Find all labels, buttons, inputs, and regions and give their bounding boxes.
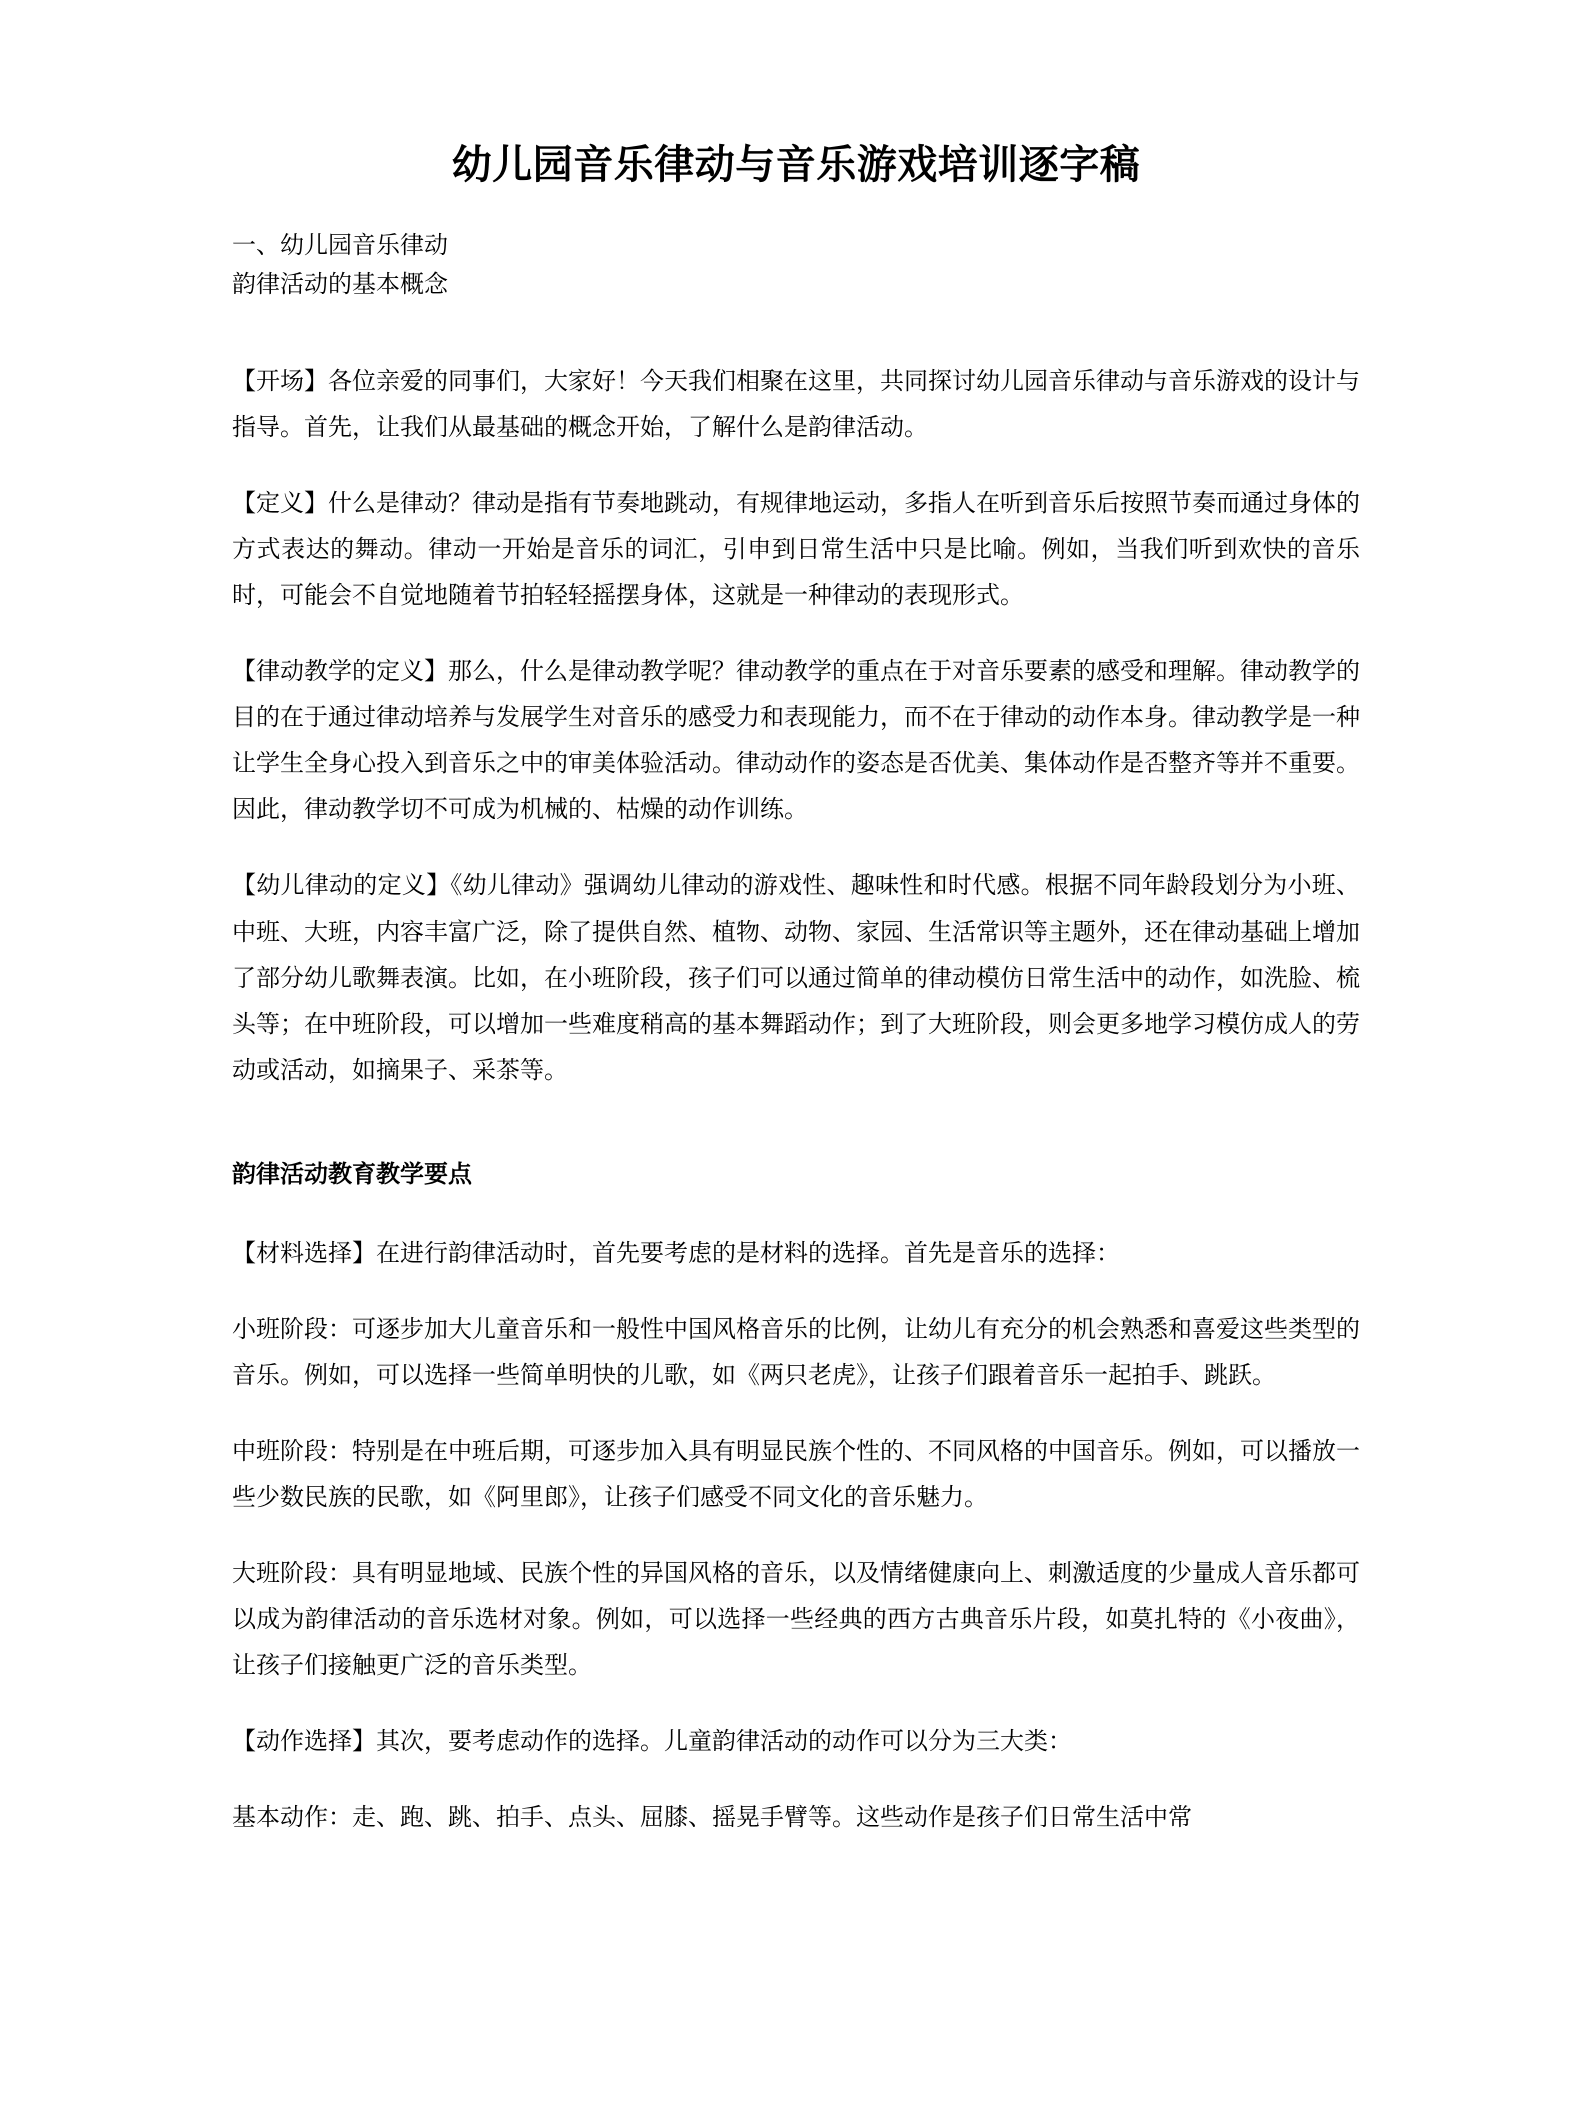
spacer bbox=[232, 304, 1360, 358]
spacer bbox=[232, 1276, 1360, 1306]
spacer bbox=[232, 832, 1360, 862]
spacer bbox=[232, 190, 1360, 226]
spacer bbox=[232, 618, 1360, 648]
document-content bbox=[232, 0, 1360, 1841]
spacer bbox=[232, 1688, 1360, 1718]
spacer bbox=[232, 1194, 1360, 1230]
paragraph-opening: 【开场】各位亲爱的同事们，大家好！今天我们相聚在这里，共同探讨幼儿园音乐律动与音乐游戏的设计与指导。首先，让我们从最基础的概念开始，了解什么是韵律活动。 bbox=[232, 366, 1360, 441]
spacer bbox=[232, 450, 1360, 480]
paragraph-middle-class: 中班阶段：特别是在中班后期，可逐步加入具有明显民族个性的、不同风格的中国音乐。例如，可以播放一些少数民族的民歌，如《阿里郎》，让孩子们感受不同文化的音乐魅力。 bbox=[232, 1436, 1360, 1512]
paragraph-large-class: 大班阶段：具有明显地域、民族个性的异国风格的音乐，以及情绪健康向上、刺激适度的少量成人音乐都可以成为韵律活动的音乐选材对象。例如，可以选择一些经典的西方古典音乐片段，如莫扎特的《小夜曲》，让孩子们接触更广泛的音乐类型。 bbox=[232, 1559, 1360, 1680]
paragraph-definition: 【定义】什么是律动？律动是指有节奏地跳动，有规律地运动，多指人在听到音乐后按照节奏而通过身体的方式表达的舞动。律动一开始是音乐的词汇，引申到日常生活中只是比喻。例如，当我们听到欢快的音乐时，可能会不自觉地随着节拍轻轻摇摆身体，这就是一种律动的表现形式。 bbox=[232, 488, 1360, 610]
spacer bbox=[232, 1398, 1360, 1428]
paragraph-movement-selection: 【动作选择】其次，要考虑动作的选择。儿童韵律活动的动作可以分为三大类： bbox=[232, 1727, 1072, 1756]
spacer bbox=[232, 1764, 1360, 1794]
section-subtitle: 韵律活动的基本概念 bbox=[232, 269, 448, 298]
paragraph-material-selection: 【材料选择】在进行韵律活动时，首先要考虑的是材料的选择。首先是音乐的选择： bbox=[232, 1238, 1120, 1267]
paragraph-child-rhythm-definition: 【幼儿律动的定义】《幼儿律动》强调幼儿律动的游戏性、趣味性和时代感。根据不同年龄段划分为小班、中班、大班，内容丰富广泛，除了提供自然、植物、动物、家园、生活常识等主题外，还在律动基础上增加了部分幼儿歌舞表演。比如，在小班阶段，孩子们可以通过简单的律动模仿日常生活中的动作，如洗脸、梳头等；在中班阶段，可以增加一些难度稍高的基本舞蹈动作；到了大班阶段，则会更多地学习模仿成人的劳动或活动，如摘果子、采茶等。 bbox=[232, 871, 1360, 1084]
paragraph-teaching-definition: 【律动教学的定义】那么，什么是律动教学呢？律动教学的重点在于对音乐要素的感受和理解。律动教学的目的在于通过律动培养与发展学生对音乐的感受力和表现能力，而不在于律动的动作本身。律动教学是一种让学生全身心投入到音乐之中的审美体验活动。律动动作的姿态是否优美、集体动作是否整齐等并不重要。因此，律动教学切不可成为机械的、枯燥的动作训练。 bbox=[232, 657, 1360, 824]
spacer bbox=[232, 1520, 1360, 1550]
section-number-line: 一、幼儿园音乐律动 bbox=[232, 231, 448, 259]
paragraph-small-class: 小班阶段：可逐步加大儿童音乐和一般性中国风格音乐的比例，让幼儿有充分的机会熟悉和喜爱这些类型的音乐。例如，可以选择一些简单明快的儿歌，如《两只老虎》，让孩子们跟着音乐一起拍手、跳跃。 bbox=[232, 1314, 1360, 1389]
page-title: 幼儿园音乐律动与音乐游戏培训逐字稿 bbox=[451, 141, 1141, 188]
heading-teaching-points: 韵律活动教育教学要点 bbox=[232, 1158, 472, 1188]
paragraph-basic-movements: 基本动作：走、跑、跳、拍手、点头、屈膝、摇晃手臂等。这些动作是孩子们日常生活中常 bbox=[232, 1803, 1192, 1832]
spacer bbox=[232, 1093, 1360, 1155]
